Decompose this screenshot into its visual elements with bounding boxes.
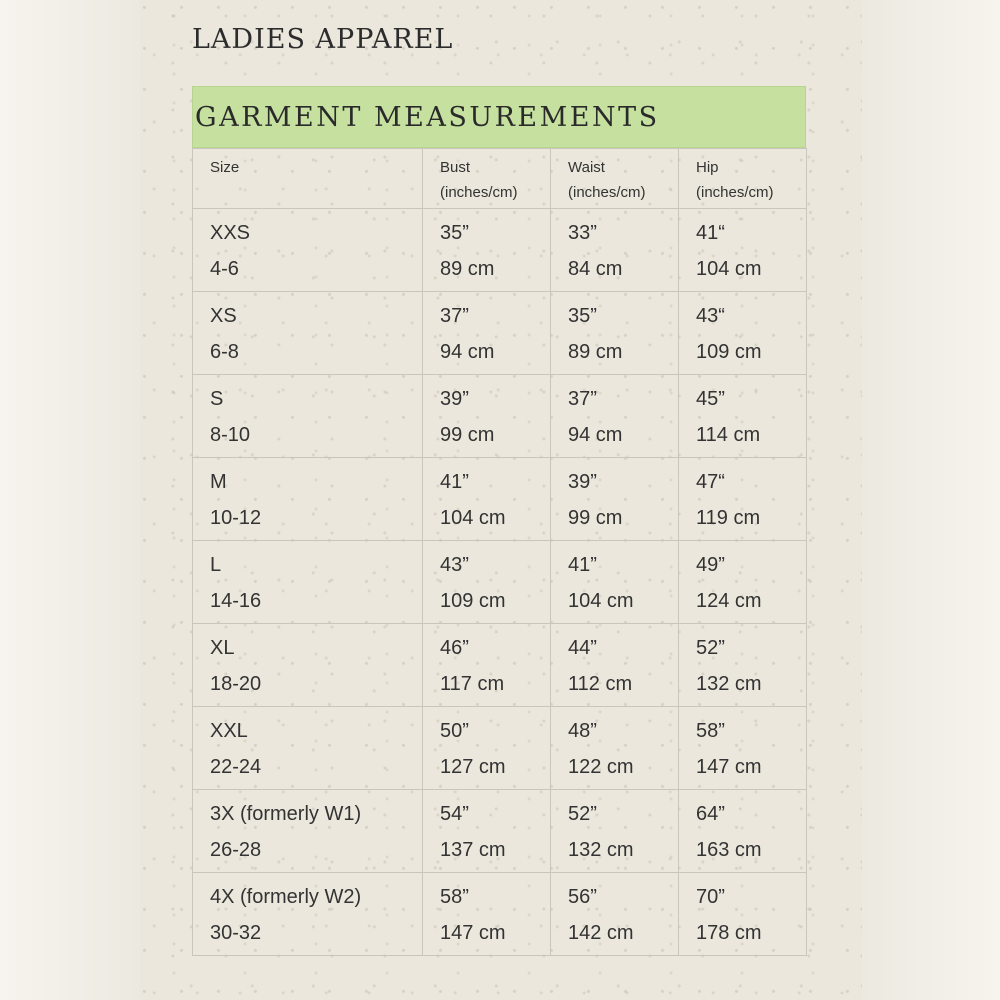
size-cell <box>193 292 423 375</box>
header-unit: (inches/cm) <box>568 184 646 201</box>
header-size <box>193 149 423 209</box>
bust-cell <box>423 458 551 541</box>
size-cell <box>193 458 423 541</box>
header-row <box>193 149 807 209</box>
table-row <box>193 873 807 956</box>
waist-cell <box>551 707 679 790</box>
bust-cell-primary: 35” <box>440 222 469 244</box>
size-cell-primary: 3X (formerly W1) <box>210 803 362 825</box>
bust-cell <box>423 790 551 873</box>
bust-cell-secondary: 89 cm <box>440 258 495 280</box>
waist-cell-primary: 44” <box>568 637 597 659</box>
size-cell-primary: XXS <box>210 222 251 244</box>
hip-cell-primary: 45” <box>696 388 725 410</box>
measurement-table <box>192 148 807 956</box>
header-label: Waist <box>568 159 605 176</box>
hip-cell-primary: 70” <box>696 886 725 908</box>
hip-cell-secondary: 109 cm <box>696 341 762 363</box>
size-cell <box>193 541 423 624</box>
header-hip <box>679 149 807 209</box>
table-row <box>193 790 807 873</box>
waist-cell-secondary: 99 cm <box>568 507 623 529</box>
bust-cell <box>423 209 551 292</box>
header-bust <box>423 149 551 209</box>
size-cell-primary: XXL <box>210 720 248 742</box>
bust-cell-primary: 39” <box>440 388 469 410</box>
hip-cell-primary: 52” <box>696 637 725 659</box>
table-body <box>193 209 807 956</box>
hip-cell <box>679 541 807 624</box>
hip-cell-secondary: 178 cm <box>696 922 762 944</box>
waist-cell <box>551 624 679 707</box>
size-cell-secondary: 6-8 <box>210 341 239 363</box>
size-cell-primary: 4X (formerly W2) <box>210 886 362 908</box>
waist-cell <box>551 375 679 458</box>
bust-cell-secondary: 109 cm <box>440 590 506 612</box>
size-cell-secondary: 14-16 <box>210 590 262 612</box>
brand-heading: LADIES APPAREL <box>192 24 454 55</box>
hip-cell-secondary: 124 cm <box>696 590 762 612</box>
size-cell <box>193 790 423 873</box>
bust-cell-primary: 43” <box>440 554 469 576</box>
waist-cell-primary: 52” <box>568 803 597 825</box>
hip-cell <box>679 873 807 956</box>
bust-cell <box>423 292 551 375</box>
hip-cell-secondary: 147 cm <box>696 756 762 778</box>
hip-cell-primary: 64” <box>696 803 725 825</box>
hip-cell-secondary: 119 cm <box>696 507 761 529</box>
waist-cell-secondary: 122 cm <box>568 756 634 778</box>
bust-cell-secondary: 117 cm <box>440 673 505 695</box>
hip-cell <box>679 292 807 375</box>
bust-cell <box>423 707 551 790</box>
hip-cell <box>679 790 807 873</box>
header-label: Bust <box>440 159 471 176</box>
waist-cell <box>551 209 679 292</box>
waist-cell <box>551 292 679 375</box>
bust-cell-secondary: 104 cm <box>440 507 506 529</box>
hip-cell-secondary: 132 cm <box>696 673 762 695</box>
hip-cell-secondary: 104 cm <box>696 258 762 280</box>
size-cell-secondary: 18-20 <box>210 673 262 695</box>
size-cell-primary: XS <box>210 305 237 327</box>
waist-cell <box>551 458 679 541</box>
hip-cell-primary: 49” <box>696 554 725 576</box>
hip-cell-secondary: 163 cm <box>696 839 762 861</box>
hip-cell <box>679 624 807 707</box>
measurement-table-wrapper <box>192 86 806 956</box>
table-row <box>193 375 807 458</box>
waist-cell <box>551 873 679 956</box>
bust-cell-primary: 54” <box>440 803 469 825</box>
waist-cell-secondary: 104 cm <box>568 590 634 612</box>
table-row <box>193 209 807 292</box>
hip-cell <box>679 707 807 790</box>
bust-cell-primary: 58” <box>440 886 469 908</box>
size-cell-primary: XL <box>210 637 235 659</box>
hip-cell-primary: 58” <box>696 720 725 742</box>
waist-cell-secondary: 112 cm <box>568 673 633 695</box>
waist-cell-secondary: 142 cm <box>568 922 634 944</box>
hip-cell-primary: 47“ <box>696 471 725 493</box>
bust-cell-secondary: 147 cm <box>440 922 506 944</box>
waist-cell <box>551 790 679 873</box>
hip-cell <box>679 375 807 458</box>
waist-cell-primary: 48” <box>568 720 597 742</box>
hip-cell-primary: 41“ <box>696 222 725 244</box>
bust-cell <box>423 541 551 624</box>
size-cell <box>193 624 423 707</box>
table-row <box>193 541 807 624</box>
size-cell-secondary: 4-6 <box>210 258 239 280</box>
header-label: Hip <box>696 159 719 176</box>
waist-cell-secondary: 89 cm <box>568 341 623 363</box>
waist-cell-primary: 33” <box>568 222 597 244</box>
left-backdrop <box>0 0 140 1000</box>
bust-cell-secondary: 127 cm <box>440 756 506 778</box>
waist-cell-secondary: 94 cm <box>568 424 623 446</box>
header-label: Size <box>210 159 240 176</box>
bust-cell-primary: 37” <box>440 305 469 327</box>
header-unit: (inches/cm) <box>696 184 774 201</box>
hip-cell <box>679 458 807 541</box>
bust-cell-primary: 50” <box>440 720 469 742</box>
table-title: GARMENT MEASUREMENTS <box>192 86 806 148</box>
bust-cell-primary: 41” <box>440 471 469 493</box>
table-row <box>193 292 807 375</box>
size-cell-secondary: 30-32 <box>210 922 262 944</box>
bust-cell-secondary: 137 cm <box>440 839 506 861</box>
size-cell-secondary: 22-24 <box>210 756 262 778</box>
bust-cell <box>423 624 551 707</box>
bust-cell-primary: 46” <box>440 637 469 659</box>
size-cell-secondary: 10-12 <box>210 507 262 529</box>
size-cell <box>193 209 423 292</box>
waist-cell-primary: 56” <box>568 886 597 908</box>
waist-cell <box>551 541 679 624</box>
hip-cell-primary: 43“ <box>696 305 725 327</box>
waist-cell-primary: 41” <box>568 554 597 576</box>
header-unit: (inches/cm) <box>440 184 518 201</box>
hip-cell <box>679 209 807 292</box>
size-cell <box>193 375 423 458</box>
size-cell-primary: L <box>210 554 222 576</box>
size-cell <box>193 873 423 956</box>
waist-cell-primary: 37” <box>568 388 597 410</box>
table-row <box>193 624 807 707</box>
bust-cell <box>423 873 551 956</box>
size-cell-secondary: 8-10 <box>210 424 251 446</box>
bust-cell-secondary: 99 cm <box>440 424 495 446</box>
right-backdrop <box>862 0 1000 1000</box>
waist-cell-secondary: 132 cm <box>568 839 634 861</box>
size-cell-secondary: 26-28 <box>210 839 262 861</box>
size-cell <box>193 707 423 790</box>
waist-cell-secondary: 84 cm <box>568 258 623 280</box>
waist-cell-primary: 35” <box>568 305 597 327</box>
table-row <box>193 458 807 541</box>
table-row <box>193 707 807 790</box>
size-cell-primary: S <box>210 388 224 410</box>
size-cell-primary: M <box>210 471 227 493</box>
bust-cell-secondary: 94 cm <box>440 341 495 363</box>
waist-cell-primary: 39” <box>568 471 597 493</box>
bust-cell <box>423 375 551 458</box>
header-waist <box>551 149 679 209</box>
size-chart-card <box>140 0 862 1000</box>
hip-cell-secondary: 114 cm <box>696 424 761 446</box>
